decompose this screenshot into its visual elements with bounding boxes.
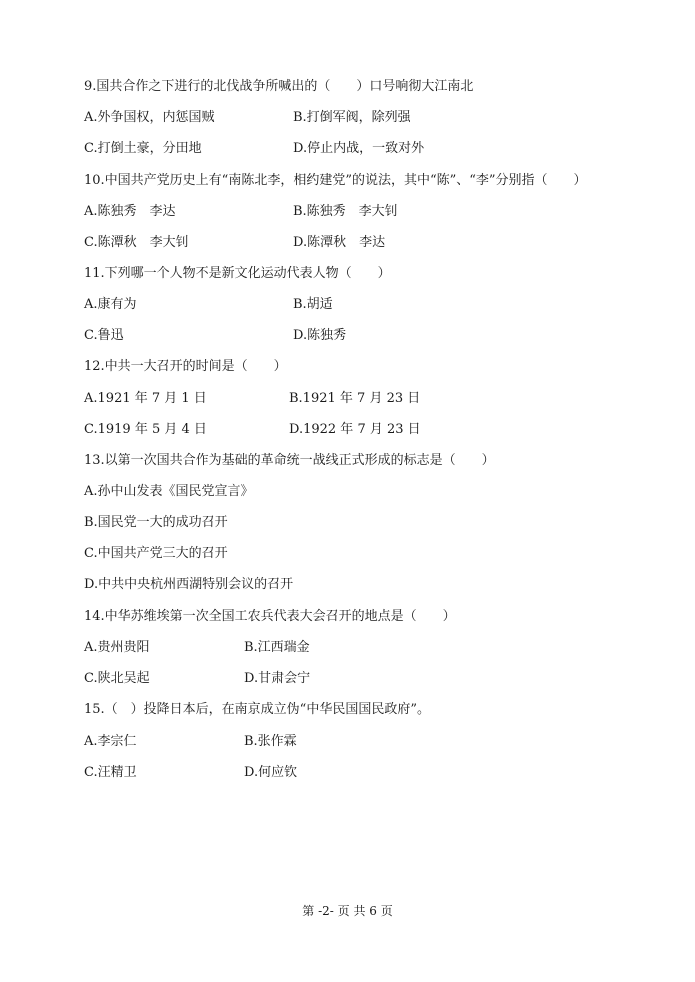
question-14-option-a: A.贵州贵阳 xyxy=(84,640,150,655)
question-13-option-b: B.国民党一大的成功召开 xyxy=(84,515,228,530)
question-14-option-c: C.陕北吴起 xyxy=(84,671,150,686)
question-13-option-a: A.孙中山发表《国民党宣言》 xyxy=(84,484,254,499)
question-11-option-b: B.胡适 xyxy=(293,297,333,312)
question-15-option-b: B.张作霖 xyxy=(244,734,297,749)
question-12-option-d: D.1922 年 7 月 23 日 xyxy=(289,422,421,437)
question-11-option-d: D.陈独秀 xyxy=(293,328,347,343)
question-9-option-c: C.打倒土豪，分田地 xyxy=(84,141,202,156)
question-11-option-c: C.鲁迅 xyxy=(84,328,124,343)
question-15-option-d: D.何应钦 xyxy=(244,765,298,780)
question-15-stem: 15.（ ）投降日本后，在南京成立伪“中华民国国民政府”。 xyxy=(84,702,430,717)
question-14-option-d: D.甘肃会宁 xyxy=(244,671,311,686)
question-15-option-c: C.汪精卫 xyxy=(84,765,137,780)
question-13-option-d: D.中共中央杭州西湖特别会议的召开 xyxy=(84,577,294,592)
question-9-option-a: A.外争国权，内惩国贼 xyxy=(84,110,215,125)
question-9-option-d: D.停止内战，一致对外 xyxy=(293,141,425,156)
question-11-option-a: A.康有为 xyxy=(84,297,137,312)
question-12-stem: 12.中共一大召开的时间是（ ） xyxy=(84,359,287,374)
question-10-option-a: A.陈独秀 李达 xyxy=(84,204,176,219)
question-12-option-a: A.1921 年 7 月 1 日 xyxy=(84,391,207,406)
question-14-option-b: B.江西瑞金 xyxy=(244,640,310,655)
question-10-option-c: C.陈潭秋 李大钊 xyxy=(84,235,189,250)
question-10-stem: 10.中国共产党历史上有“南陈北李，相约建党”的说法，其中“陈”、“李”分别指（ ） xyxy=(84,173,587,188)
question-13-option-c: C.中国共产党三大的召开 xyxy=(84,546,228,561)
question-12-option-b: B.1921 年 7 月 23 日 xyxy=(289,391,421,406)
page-number-footer: 第 -2- 页 共 6 页 xyxy=(302,904,393,918)
question-10-option-d: D.陈潭秋 李达 xyxy=(293,235,386,250)
question-13-stem: 13.以第一次国共合作为基础的革命统一战线正式形成的标志是（ ） xyxy=(84,453,495,468)
question-14-stem: 14.中华苏维埃第一次全国工农兵代表大会召开的地点是（ ） xyxy=(84,609,456,624)
question-9-stem: 9.国共合作之下进行的北伐战争所喊出的（ ）口号响彻大江南北 xyxy=(84,79,474,94)
question-12-option-c: C.1919 年 5 月 4 日 xyxy=(84,422,207,437)
question-10-option-b: B.陈独秀 李大钊 xyxy=(293,204,398,219)
question-11-stem: 11.下列哪一个人物不是新文化运动代表人物（ ） xyxy=(84,266,391,281)
question-9-option-b: B.打倒军阀，除列强 xyxy=(293,110,411,125)
question-15-option-a: A.李宗仁 xyxy=(84,734,137,749)
